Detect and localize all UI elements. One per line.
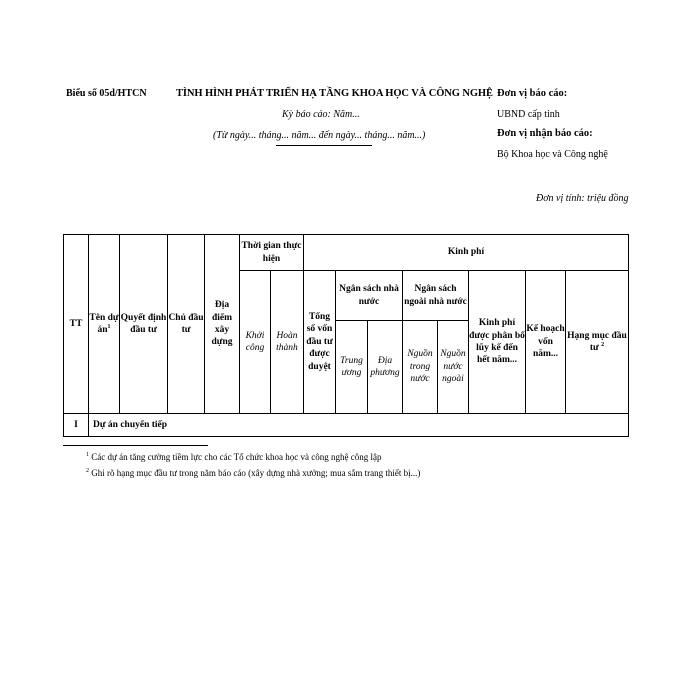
receiving-unit: Bộ Khoa học và Công nghệ [497, 149, 608, 160]
row-index: I [64, 414, 89, 437]
date-range-underline [276, 145, 372, 146]
header-total-approved: Tổng số vốn đầu tư được duyệt [304, 271, 336, 414]
header-decision: Quyết định đầu tư [120, 235, 168, 414]
header-foreign: Nguồn nước ngoài [438, 321, 469, 414]
report-date-range: (Từ ngày... tháng... năm... đến ngày... tháng... năm...) [213, 130, 426, 141]
header-start: Khởi công [240, 271, 271, 414]
header-location: Địa điểm xây dựng [205, 235, 240, 414]
reporting-unit-label: Đơn vị báo cáo: [497, 88, 568, 99]
header-funding-group: Kinh phí [304, 235, 629, 271]
row-label: Dự án chuyển tiếp [89, 414, 629, 437]
header-capital-plan: Kế hoạch vốn năm... [526, 271, 566, 414]
footnote-1: $^1$ Các dự án tăng cường tiềm lực cho các Tổ chức khoa học và công nghệ công lập [86, 452, 382, 462]
infrastructure-table [63, 234, 629, 437]
header-domestic: Nguồn trong nước [403, 321, 438, 414]
header-time-group: Thời gian thực hiện [240, 235, 304, 271]
header-central: Trung ương [336, 321, 368, 414]
header-local: Địa phương [368, 321, 403, 414]
report-period: Kỳ báo cáo: Năm... [282, 109, 360, 120]
header-allocated-cumulative: Kinh phí được phân bổ lũy kế đến hết năm... [469, 271, 526, 414]
report-title: TÌNH HÌNH PHÁT TRIỂN HẠ TẦNG KHOA HỌC VÀ CÔNG NGHỆ [176, 88, 493, 99]
header-non-state-budget: Ngân sách ngoài nhà nước [403, 271, 469, 321]
receiving-unit-label: Đơn vị nhận báo cáo: [497, 128, 593, 139]
header-owner: Chủ đầu tư [168, 235, 205, 414]
footnote-2: $^2$ Ghi rõ hạng mục đầu tư trong năm báo cáo (xây dựng nhà xưởng; mua sắm trang thiết bị...) [86, 468, 421, 478]
header-finish: Hoàn thành [271, 271, 304, 414]
header-tt: TT [64, 235, 89, 414]
footnote-rule [63, 445, 208, 446]
form-code: Biểu số 05d/HTCN [66, 88, 147, 99]
header-investment-item: Hạng mục đầu tư $^2$ [566, 271, 629, 414]
header-state-budget: Ngân sách nhà nước [336, 271, 403, 321]
reporting-unit: UBND cấp tỉnh [497, 109, 560, 120]
unit-note: Đơn vị tính: triệu đồng [536, 193, 629, 204]
header-project-name: Tên dự $án^1$ [89, 235, 120, 414]
